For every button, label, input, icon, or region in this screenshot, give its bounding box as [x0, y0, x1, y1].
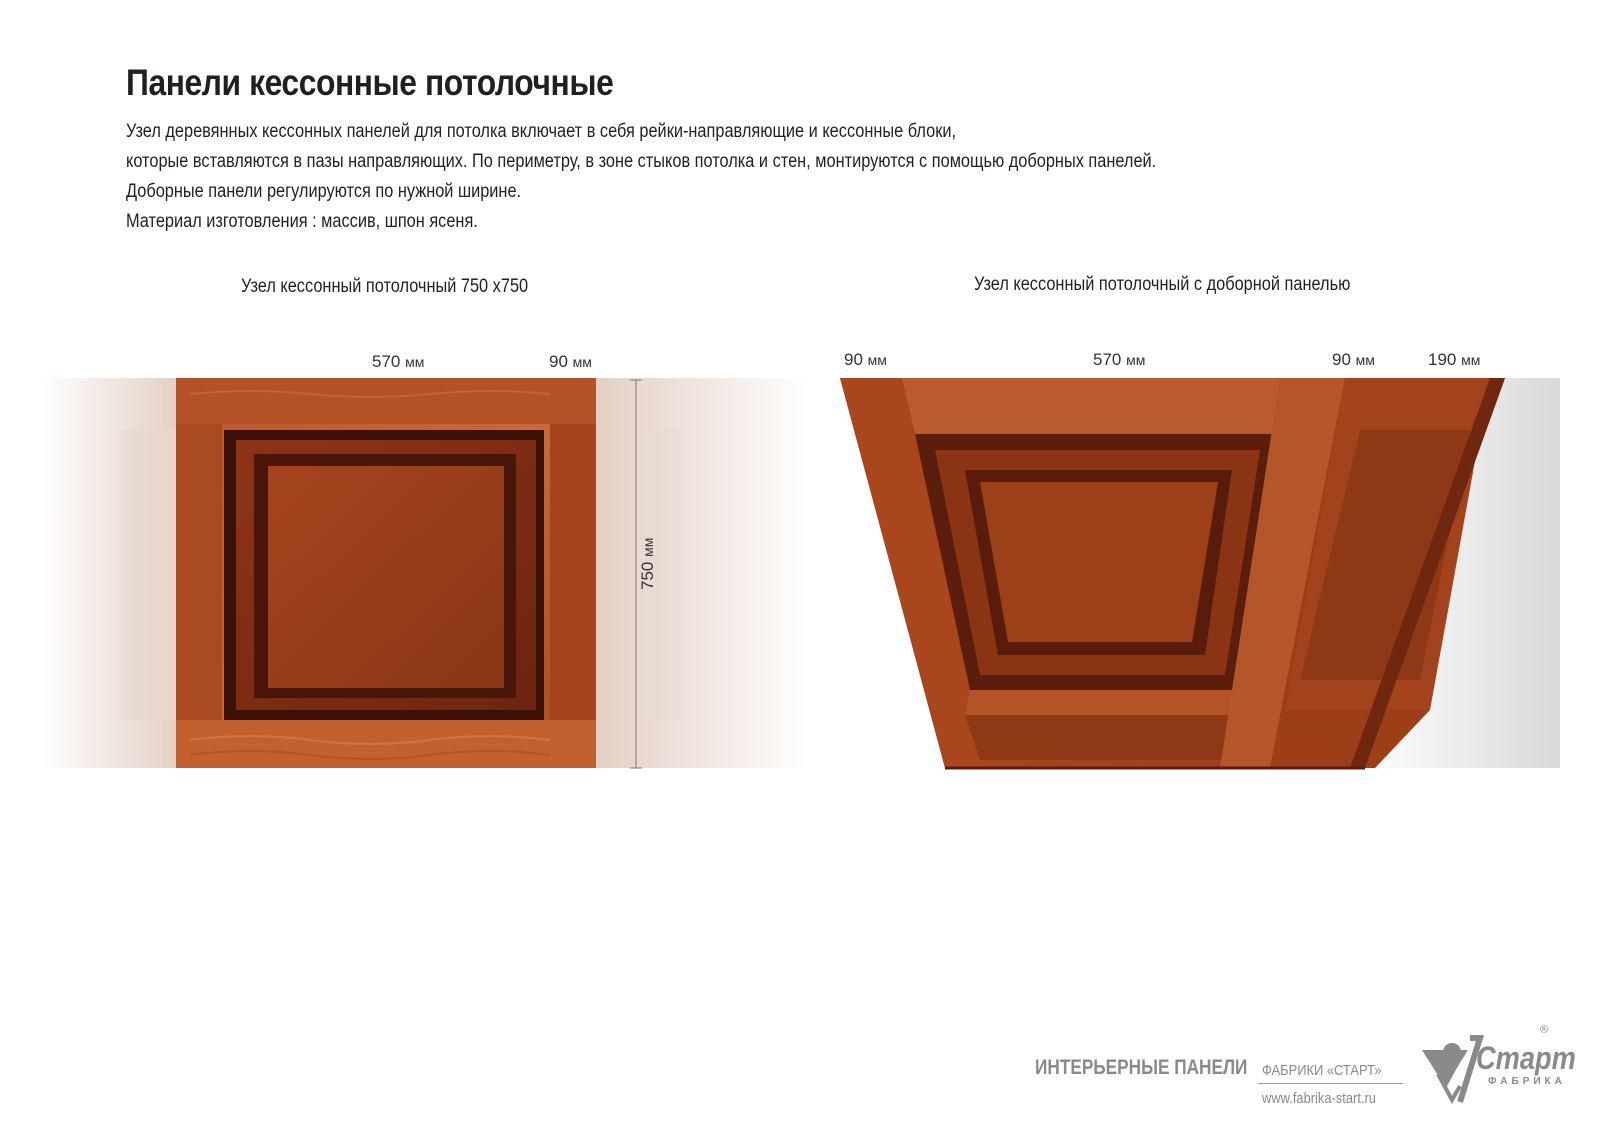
right-dim-90-left: 90 мм	[844, 350, 887, 369]
description-line: Доборные панели регулируются по нужной ширине.	[126, 181, 522, 202]
description-line: Материал изготовления : массив, шпон ясеня.	[126, 211, 478, 232]
footer-divider	[1258, 1083, 1403, 1084]
right-dim-90-right: 90 мм	[1332, 350, 1375, 369]
right-coffer-panel-image	[840, 370, 1560, 790]
footer-brand-line: ИНТЕРЬЕРНЫЕ ПАНЕЛИ	[1035, 1056, 1248, 1079]
right-dim-570: 570 мм	[1093, 350, 1146, 369]
left-dim-90: 90 мм	[549, 352, 592, 371]
description-line: которые вставляются в пазы направляющих. По периметру, в зоне стыков потолка и стен, монтируются с помощью доборных панелей.	[126, 151, 1157, 172]
left-dim-750: 750 мм	[638, 537, 657, 590]
logo-registered-mark: ®	[1540, 1024, 1549, 1036]
page-title: Панели кессонные потолочные	[126, 62, 614, 103]
start-logo	[1418, 1024, 1578, 1115]
left-dim-570: 570 мм	[372, 352, 425, 371]
footer-website: www.fabrika-start.ru	[1262, 1090, 1376, 1107]
logo-wordmark: Старт	[1476, 1040, 1576, 1076]
description-line: Узел деревянных кессонных панелей для потолка включает в себя рейки-направляющие и кессонные блоки,	[126, 121, 957, 142]
left-coffer-panel-image	[40, 370, 810, 795]
description	[126, 117, 1156, 237]
right-dim-190: 190 мм	[1428, 350, 1481, 369]
left-figure-caption: Узел кессонный потолочный 750 х750	[241, 276, 529, 297]
right-figure-caption: Узел кессонный потолочный с доборной панелью	[974, 274, 1351, 295]
logo-subtext: ФАБРИКА	[1488, 1076, 1566, 1087]
footer-factory-line: ФАБРИКИ «СТАРТ»	[1262, 1062, 1382, 1079]
